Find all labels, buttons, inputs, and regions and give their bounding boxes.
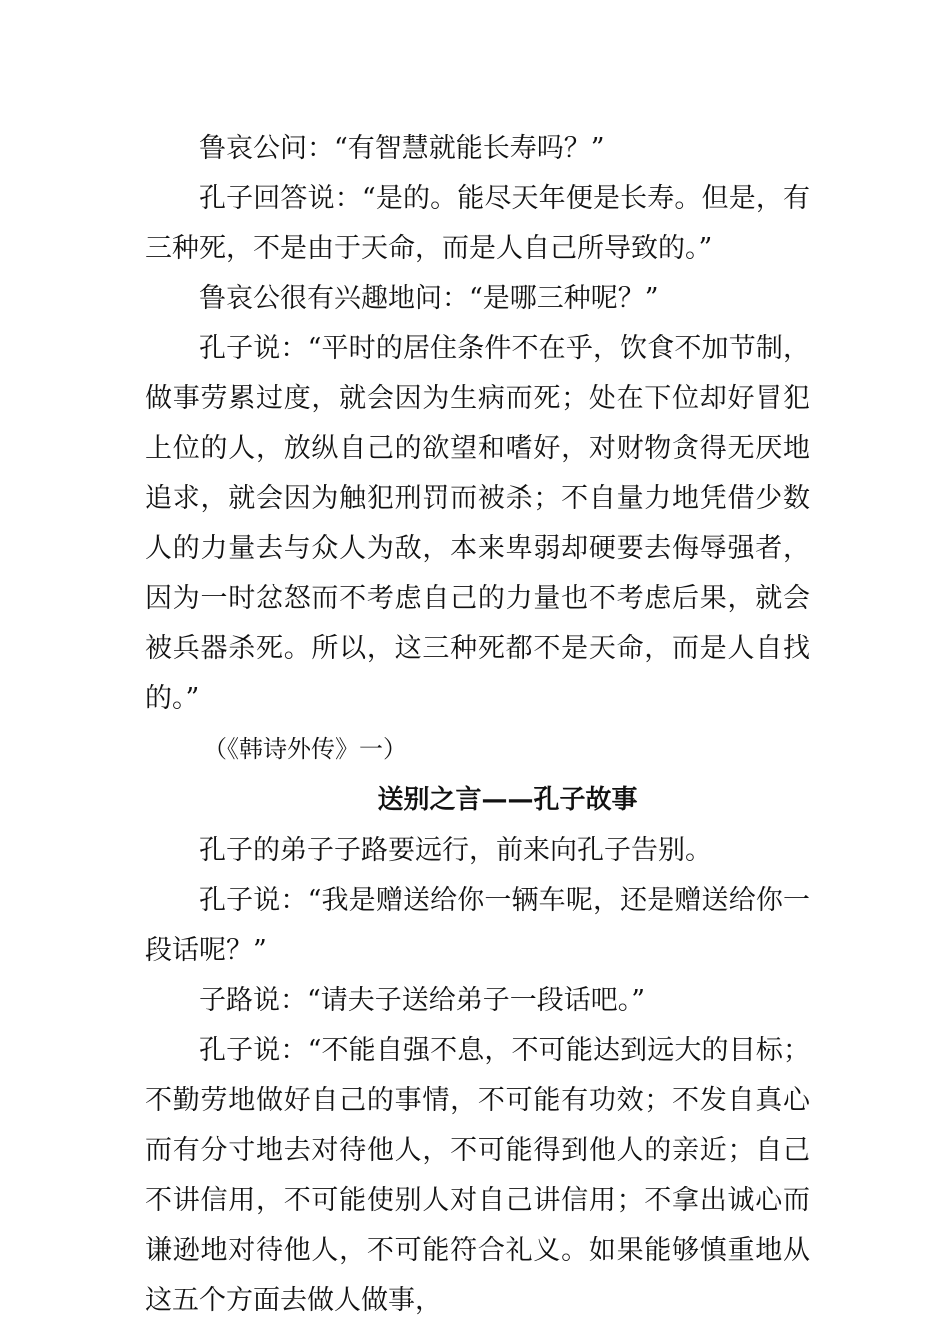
paragraph-gift-offer: 孔子说：“我是赠送给你一辆车呢，还是赠送给你一段话呢？” [145, 885, 810, 966]
paragraph-question-longevity: 鲁哀公问：“有智慧就能长寿吗？” [199, 133, 605, 164]
paragraph-which-three: 鲁哀公很有兴趣地问：“是哪三种呢？” [199, 283, 659, 314]
section-heading: 送别之言——孔子故事 [377, 785, 638, 815]
paragraph-zilu-farewell: 孔子的弟子子路要远行，前来向孔子告别。 [199, 835, 712, 866]
paragraph-three-deaths: 孔子说：“平时的居住条件不在乎，饮食不加节制，做事劳累过度，就会因为生病而死；处在下位却好冒犯上位的人，放纵自己的欲望和嗜好，对财物贪得无厌地追求，就会因为触犯刑罚而被杀；不自量力地凭借少数人的力量去与众人为敌，本来卑弱却硬要去侮辱强者，因为一时忿怒而不考虑自己的力量也不考虑后果，就会被兵器杀死。所以，这三种死都不是天命，而是人自找的。” [145, 333, 810, 714]
paragraph-five-principles: 孔子说：“不能自强不息，不可能达到远大的目标；不勤劳地做好自己的事情，不可能有功效；不发自真心而有分寸地去对待他人，不可能得到他人的亲近；自己不讲信用，不可能使别人对自己讲信用；不拿出诚心而谦逊地对待他人，不可能符合礼义。如果能够慎重地从这五个方面去做人做事， [145, 1035, 810, 1316]
paragraph-zilu-reply: 子路说：“请夫子送给弟子一段话吧。” [199, 985, 646, 1016]
paragraph-confucius-answer: 孔子回答说：“是的。能尽天年便是长寿。但是，有三种死，不是由于天命，而是人自己所导致的。” [145, 183, 810, 264]
source-citation: （《韩诗外传》一） [203, 735, 407, 763]
document-body [145, 124, 810, 1326]
